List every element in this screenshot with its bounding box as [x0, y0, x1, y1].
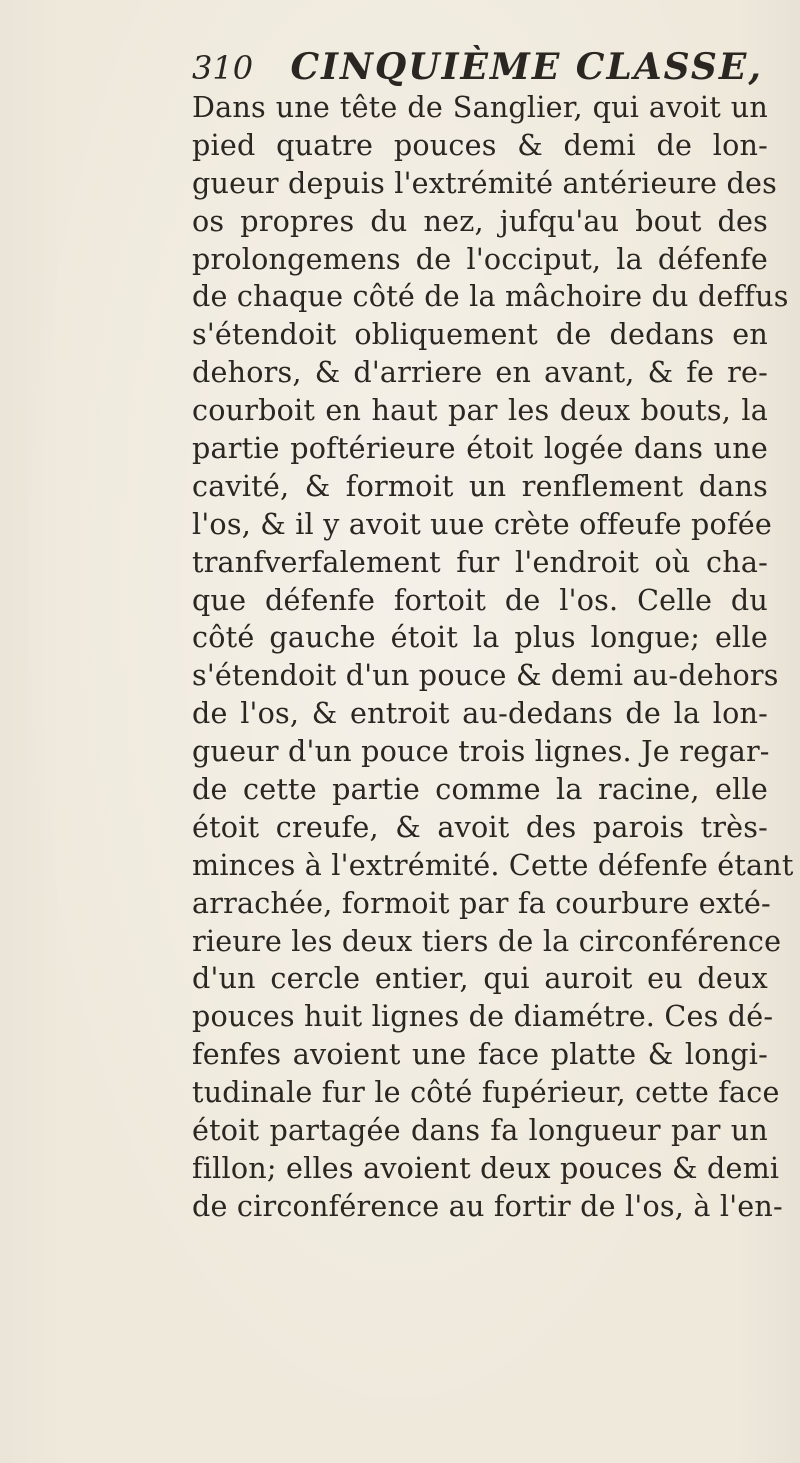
- text-line: arrachée, formoit par fa courbure exté-: [192, 885, 771, 920]
- text-line: rieure les deux tiers de la circonférence: [192, 923, 782, 958]
- text-line: tranfverfalement fur l'endroit où cha-: [192, 544, 768, 579]
- text-line: os propres du nez, jufqu'au bout des: [192, 203, 768, 238]
- running-head: CINQUIÈME CLASSE,: [290, 46, 763, 88]
- text-line: prolongemens de l'occiput, la défenfe: [192, 241, 768, 276]
- page-header: [192, 40, 763, 94]
- text-line: fenfes avoient une face platte & longi-: [192, 1037, 768, 1072]
- text-line: tudinale fur le côté fupérieur, cette face: [192, 1075, 780, 1110]
- text-line: étoit partagée dans fa longueur par un: [192, 1113, 768, 1148]
- text-line: s'étendoit d'un pouce & demi au-dehors: [192, 658, 779, 693]
- text-line: Dans une tête de Sanglier, qui avoit un: [192, 90, 768, 124]
- text-line: de l'os, & entroit au-dedans de la lon-: [192, 696, 768, 731]
- body-text: [192, 89, 794, 1226]
- text-line: côté gauche étoit la plus longue; elle: [192, 620, 768, 655]
- text-line: de chaque côté de la mâchoire du deffus: [192, 279, 789, 314]
- text-line: que défenfe fortoit de l'os. Celle du: [192, 582, 768, 617]
- text-line: fillon; elles avoient deux pouces & demi: [192, 1150, 780, 1185]
- text-line: partie poftérieure étoit logée dans une: [192, 431, 768, 466]
- text-line: s'étendoit obliquement de dedans en: [192, 317, 768, 352]
- text-line: d'un cercle entier, qui auroit eu deux: [192, 961, 768, 996]
- text-line: minces à l'extrémité. Cette défenfe étant: [192, 847, 794, 882]
- text-line: de cette partie comme la racine, elle: [192, 772, 768, 807]
- text-line: pouces huit lignes de diamétre. Ces dé-: [192, 999, 774, 1034]
- text-line: l'os, & il y avoit uue crète offeufe pofée: [192, 506, 772, 541]
- text-line: de circonférence au fortir de l'os, à l'en-: [192, 1188, 783, 1223]
- text-line: cavité, & formoit un renflement dans: [192, 468, 768, 503]
- text-line: gueur depuis l'extrémité antérieure des: [192, 165, 777, 200]
- text-line: étoit creufe, & avoit des parois très-: [192, 809, 768, 844]
- text-line: gueur d'un pouce trois lignes. Je regar-: [192, 734, 770, 769]
- text-line: dehors, & d'arriere en avant, & fe re-: [192, 355, 768, 390]
- page-number: 310: [192, 49, 254, 87]
- text-line: pied quatre pouces & demi de lon-: [192, 127, 768, 162]
- text-line: courboit en haut par les deux bouts, la: [192, 393, 768, 428]
